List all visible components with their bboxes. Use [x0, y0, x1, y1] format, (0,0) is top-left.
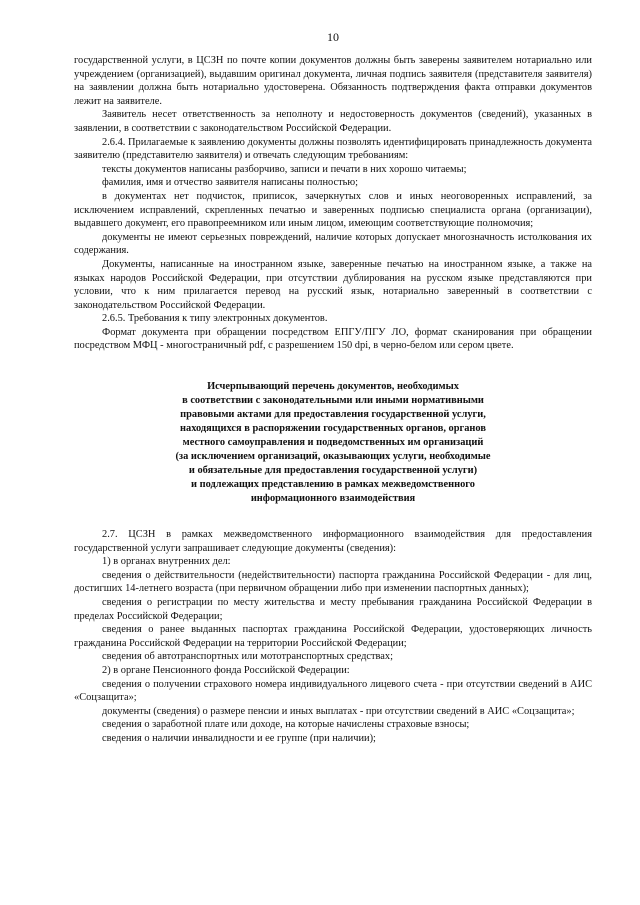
paragraph: тексты документов написаны разборчиво, записи и печати в них хорошо читаемы;: [102, 163, 467, 175]
paragraph: сведения о действительности (недействительности) паспорта гражданина Российской Федерации - для лиц, достигших 14-летнего возраста (при первичном обращении либо при изменении паспортных данных);: [74, 569, 592, 595]
heading-line: находящихся в распоряжении государственных органов, органов: [180, 423, 486, 435]
heading-line: информационного взаимодействия: [250, 493, 416, 505]
paragraph: документы не имеют серьезных повреждений, наличие которых допускает многозначность истолкования их содержания.: [74, 231, 592, 257]
heading-line: правовыми актами для предоставления государственной услуги,: [180, 409, 486, 421]
heading-line: Исчерпывающий перечень документов, необходимых: [207, 381, 459, 393]
page-number: 10: [327, 30, 339, 44]
section-requirements: [74, 54, 592, 353]
paragraph: 1) в органах внутренних дел:: [102, 556, 231, 568]
heading-line: и подлежащих представлению в рамках межведомственного: [191, 479, 475, 491]
heading-line: в соответствии с законодательными или иными нормативными: [182, 395, 484, 407]
paragraph: государственной услуги, в ЦСЗН по почте копии документов должны быть заверены заявителем нотариально или учреждением (организацией), выдавшим оригинал документа, личная подпись заявителя (представителя заявителя) на заявлении должна быть нотариально удостоверена. Обязанность подтверждения факта отправки документов лежит на заявителе.: [74, 55, 592, 107]
section-interagency-requests: [74, 528, 592, 746]
paragraph: Документы, написанные на иностранном языке, заверенные печатью на иностранном языке, а также на языках народов Российской Федерации, при отсутствии дублирования на русском языке представляются при условии, что к ним прилагается перевод на русский язык, нотариально заверенный в соответствии с законодательством Российской Федерации.: [74, 258, 592, 311]
paragraph: 2.6.5. Требования к типу электронных документов.: [102, 313, 328, 325]
paragraph: сведения об автотранспортных или мототранспортных средствах;: [102, 651, 393, 663]
paragraph: 2.7. ЦСЗН в рамках межведомственного информационного взаимодействия для предоставления государственной услуги запрашивает следующие документы (сведения):: [74, 529, 592, 554]
paragraph: 2.6.4. Прилагаемые к заявлению документы должны позволять идентифицировать принадлежность документа заявителю (представителю заявителя) и отвечать следующим требованиям:: [74, 136, 592, 162]
paragraph: 2) в органе Пенсионного фонда Российской Федерации:: [102, 665, 350, 676]
heading-line: местного самоуправления и подведомственных им организаций: [182, 437, 484, 449]
heading-line: (за исключением организаций, оказывающих услуги, необходимые: [175, 451, 491, 463]
section-heading: [84, 380, 582, 506]
paragraph: сведения о получении страхового номера индивидуального лицевого счета - при отсутствии сведений в АИС «Соцзащита»;: [74, 678, 592, 704]
paragraph: в документах нет подчисток, приписок, зачеркнутых слов и иных неоговоренных исправлений, за исключением исправлений, скрепленных печатью и заверенных подписью специалиста органа (организации), выдавшего документ, его правопреемником или иным лицом, имеющим соответствующие полномочия;: [74, 190, 592, 230]
paragraph: сведения о регистрации по месту жительства и месту пребывания гражданина Российской Федерации в пределах Российской Федерации;: [74, 597, 592, 622]
paragraph: фамилия, имя и отчество заявителя написаны полностью;: [102, 177, 359, 189]
heading-line: и обязательные для предоставления государственной услуги): [188, 465, 478, 477]
paragraph: сведения о наличии инвалидности и ее группе (при наличии);: [102, 732, 376, 744]
paragraph: документы (сведения) о размере пенсии и иных выплатах - при отсутствии сведений в АИС «Соцзащита»;: [102, 705, 575, 717]
paragraph: Формат документа при обращении посредством ЕПГУ/ПГУ ЛО, формат сканирования при обращении посредством МФЦ - многостраничный pdf, с разрешением 150 dpi, в черно-белом или сером цвете.: [74, 326, 592, 352]
paragraph: Заявитель несет ответственность за неполноту и недостоверность документов (сведений), указанных в заявлении, в соответствии с законодательством Российской Федерации.: [74, 109, 592, 134]
paragraph: сведения о заработной плате или доходе, на которые начислены страховые взносы;: [102, 719, 470, 731]
paragraph: сведения о ранее выданных паспортах гражданина Российской Федерации, удостоверяющих личность гражданина Российской Федерации на территории Российской Федерации;: [74, 624, 592, 649]
